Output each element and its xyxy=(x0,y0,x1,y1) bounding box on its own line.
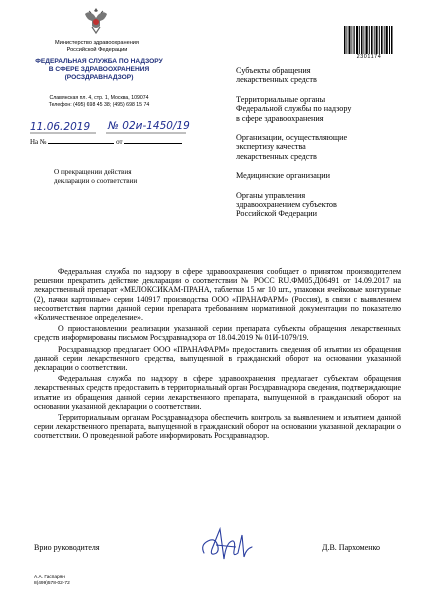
ministry-name: Министерство здравоохранения Российской Федерации xyxy=(55,40,139,53)
body-paragraph: Территориальным органам Росздравнадзора обеспечить контроль за выявлением и изъятием данной серии лекарственного препарата, выпущенной в гражданский оборот на основании указанной декларации о соответствии. О проведенной работе информировать Росздравнадзор. xyxy=(34,413,401,441)
body-paragraph: Росздравнадзор предлагает ООО «ПРАНАФАРМ» предоставить сведения об изъятии из обращения данной серии лекарственного средства, выпущенной в гражданский оборот на основании указанной декларации о соответствии. xyxy=(34,344,401,373)
recipient-item: Организации, осуществляющие экспертизу качества лекарственных средств xyxy=(236,133,348,161)
reference-line: На № от xyxy=(30,138,182,146)
body-paragraph: Федеральная служба по надзору в сфере здравоохранения предлагает субъектам обращения лекарственных средств предоставить в территориальный орган Росздравнадзора сведения, подтверждающие изъятие из обращения данной серии лекарственного препарата, выпущенной в гражданский оборот на основании указанной декларации о соответствии. xyxy=(34,374,401,411)
barcode-icon xyxy=(344,26,394,54)
recipients-block xyxy=(236,66,406,229)
registration-date: 11.06.2019 xyxy=(30,121,91,133)
letter-subject: О прекращении действия декларации о соответствии xyxy=(54,168,138,185)
recipient-item: Субъекты обращения лекарственных средств xyxy=(236,66,317,85)
recipient-item: Территориальные органы Федеральной службы по надзору в сфере здравоохранения xyxy=(236,94,352,123)
body-paragraph: Федеральная служба по надзору в сфере здравоохранения сообщает о принятом производителем решении прекратить действие декларации о соответствии № РОСС RU.ФМ05.Д06491 от 14.09.2017 на лекарственный препарат «МЕЛОКСИКАМ-ПРАНА, таблетки 15 мг 10 шт., упаковки ячейковые контурные (2), пачки картонные» серии 140917 производства ООО «ПРАНАФАРМ» (Россия), в связи с выявлением несоответствия партии данной серии препарата требованиям нормативной документации по показателю «Количественное определение». xyxy=(34,267,401,323)
recipient-item: Органы управления здравоохранением субъектов Российской Федерации xyxy=(236,190,337,219)
agency-name: ФЕДЕРАЛЬНАЯ СЛУЖБА ПО НАДЗОРУ В СФЕРЕ ЗДРАВООХРАНЕНИЯ (РОСЗДРАВНАДЗОР) xyxy=(35,58,163,82)
agency-address: Славянская пл. 4, стр. 1, Москва, 109074 Телефон: (495) 698 45 38; (495) 698 15 74 xyxy=(48,95,150,108)
registration-number: № 02и-1450/19 xyxy=(108,120,190,132)
recipient-item: Медицинские организации xyxy=(236,171,331,181)
barcode-number: 2301174 xyxy=(356,54,382,60)
signatory-position: Врио руководителя xyxy=(34,543,100,552)
letter-body xyxy=(34,267,401,443)
russian-coat-of-arms-icon xyxy=(83,6,109,36)
handwritten-signature xyxy=(196,523,260,565)
executor-info: А.А. Гаспарян 8(499)578-02-72 xyxy=(34,575,70,587)
body-paragraph: О приостановлении реализации указанной серии препарата субъекты обращения лекарственных средств информированы письмом Росздравнадзора от 18.04.2019 № 01И-1079/19. xyxy=(34,324,401,343)
signatory-name: Д.В. Пархоменко xyxy=(322,543,381,552)
